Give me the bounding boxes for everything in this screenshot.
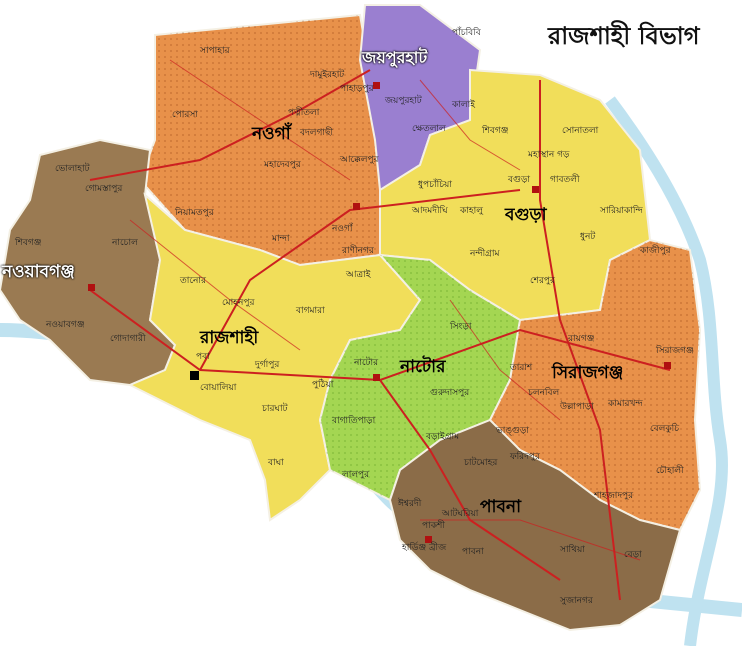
place-label: সিংড়া <box>450 322 472 332</box>
place-label: গোদাগারী <box>110 334 146 344</box>
district-label-naogaon: নওগাঁ <box>252 124 291 144</box>
place-label: মহাস্থান গড় <box>528 150 570 160</box>
place-label: পাহাড়পুর <box>340 84 374 94</box>
place-label: ভোলাহাট <box>55 164 90 174</box>
place-label: কাহালু <box>460 206 483 216</box>
place-label: ভাঙ্গুড়া <box>496 426 529 436</box>
place-label: গাবতলী <box>550 175 580 185</box>
place-label: নওগাঁ <box>332 224 353 234</box>
place-label: উল্লাপাড়া <box>560 402 594 412</box>
place-label: বেড়া <box>624 550 642 560</box>
place-label: আক্কেলপুর <box>340 155 379 165</box>
place-label: নাটোর <box>354 358 379 368</box>
place-label: শিবগঞ্জ <box>482 126 509 136</box>
place-label: বড়াইগ্রাম <box>426 432 460 442</box>
place-label: বগুড়া <box>508 175 531 185</box>
place-label: গোমস্তাপুর <box>85 184 123 194</box>
place-label: রায়গঞ্জ <box>568 334 595 344</box>
place-label: মোহনপুর <box>222 298 255 308</box>
place-label: সিরাজগঞ্জ <box>656 346 694 356</box>
place-label: পুঠিয়া <box>312 380 334 390</box>
place-label: চৌহালী <box>656 466 684 476</box>
district-label-nawabganj: নওয়াবগঞ্জ <box>2 262 75 282</box>
district-label-rajshahi: রাজশাহী <box>200 328 259 348</box>
place-label: রাণীনগর <box>342 246 374 256</box>
place-label: লালপুর <box>342 470 370 480</box>
place-label: শাহজাদপুর <box>594 491 634 501</box>
place-label: আদমদীঘি <box>412 206 448 216</box>
place-label: মান্দা <box>272 234 290 244</box>
district-label-bogura: বগুড়া <box>505 205 547 225</box>
place-label: নিয়ামতপুর <box>175 208 214 218</box>
place-label: কালাই <box>452 100 475 110</box>
place-label: বেলকুচি <box>650 424 680 434</box>
place-label: বদলগাছী <box>300 128 333 138</box>
place-label: ফরিদপুর <box>510 452 540 462</box>
place-label: নন্দীগ্রাম <box>470 249 500 259</box>
place-label: শেরপুর <box>530 276 555 286</box>
place-label: বাঘা <box>268 458 284 468</box>
place-label: চলনবিল <box>528 388 560 398</box>
place-label: সারিয়াকান্দি <box>600 206 643 216</box>
place-label: কামারখন্দ <box>608 399 643 409</box>
place-label: চাটমোহর <box>464 458 498 468</box>
place-label: বাগাতিপাড়া <box>332 416 376 426</box>
place-label: নওয়াবগঞ্জ <box>46 320 85 330</box>
place-label: সোনাতলা <box>562 126 599 136</box>
place-label: সুজানগর <box>560 596 593 606</box>
place-label: চারঘাট <box>262 404 288 414</box>
place-label: পবা <box>196 352 210 362</box>
place-label: শিবগঞ্জ <box>15 238 42 248</box>
place-label: আত্রাই <box>346 270 371 280</box>
district-label-pabna: পাবনা <box>480 497 522 517</box>
place-label: তারাশ <box>510 363 533 373</box>
place-label: গুরুদাসপুর <box>430 388 470 398</box>
place-label: জয়পুরহাট <box>385 96 422 106</box>
place-label: পাঁচবিবি <box>452 28 481 38</box>
place-label: সাপাহার <box>200 46 230 56</box>
place-label: দুর্গাপুর <box>255 360 280 370</box>
district-label-joypurhat: জয়পুরহাট <box>362 48 428 67</box>
place-label: পত্নীতলা <box>288 108 320 118</box>
place-label: আটঘরিয়া <box>442 509 479 519</box>
place-label: পাকশী <box>422 521 445 531</box>
place-label: ধুনট <box>580 232 596 242</box>
place-label: ঈশ্বরদী <box>398 499 422 509</box>
place-label: তানোর <box>180 276 206 286</box>
place-label: ক্ষেতলাল <box>412 124 446 134</box>
place-label: বোয়ালিয়া <box>200 383 237 393</box>
place-label: পোরসা <box>172 110 198 120</box>
district-label-sirajganj: সিরাজগঞ্জ <box>552 363 624 383</box>
place-label: বাগমারা <box>296 306 325 316</box>
place-label: দামুইরহাট <box>310 70 345 80</box>
place-label: সাথিয়া <box>560 545 585 555</box>
map-title: রাজশাহী বিভাগ <box>548 22 700 50</box>
place-label: ধুপচাঁচিয়া <box>418 180 452 190</box>
district-label-natore: নাটোর <box>400 357 446 377</box>
place-label: মহাদেবপুর <box>264 160 301 170</box>
place-label: নাচোল <box>112 238 138 248</box>
place-label: কাজীপুর <box>640 246 671 256</box>
place-label: পাবনা <box>462 547 484 557</box>
place-label: হার্ডিঞ্জ ব্রীজ <box>402 543 447 553</box>
